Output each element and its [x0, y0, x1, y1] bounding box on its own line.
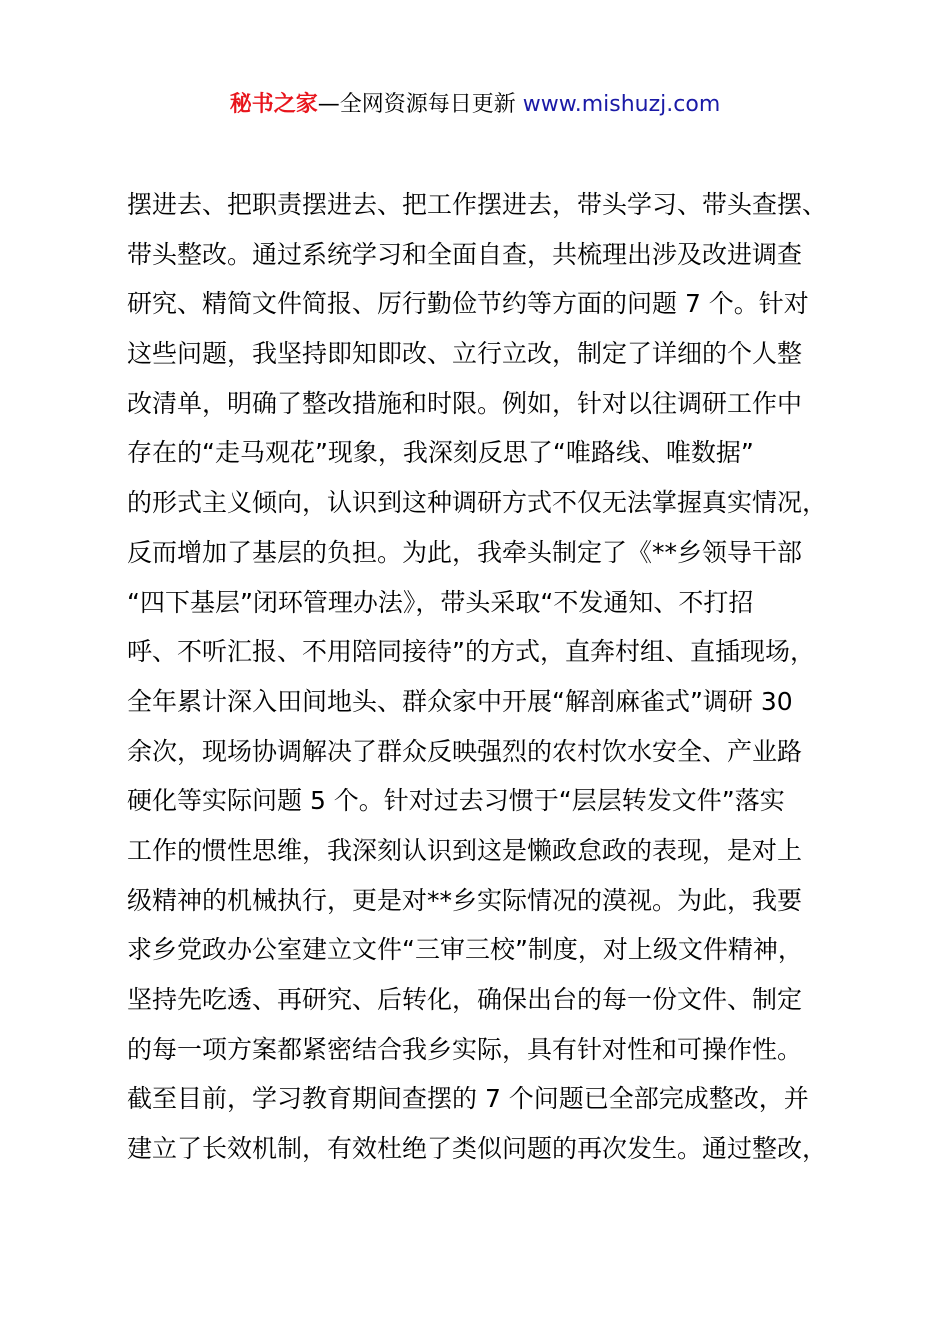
text-line: 存在的“走马观花”现象，我深刻反思了“唯路线、唯数据”	[127, 438, 754, 468]
text-line: “四下基层”闭环管理办法》，带头采取“不发通知、不打招	[127, 587, 754, 617]
text-line: 余次，现场协调解决了群众反映强烈的农村饮水安全、产业路	[127, 736, 803, 766]
text-line: 工作的惯性思维，我深刻认识到这是懒政怠政的表现，是对上	[127, 835, 803, 865]
header-tagline: —全网资源每日更新	[317, 92, 523, 117]
text-line: 坚持先吃透、再研究、后转化，确保出台的每一份文件、制定	[127, 985, 803, 1014]
text-line: 级精神的机械执行，更是对**乡实际情况的漠视。为此，我要	[127, 885, 803, 915]
text-line: 改清单，明确了整改措施和时限。例如，针对以往调研工作中	[127, 388, 803, 418]
text-line: 呼、不听汇报、不用陪同接待”的方式，直奔村组、直插现场，	[127, 637, 815, 667]
text-line: 全年累计深入田间地头、群众家中开展“解剖麻雀式”调研 30	[127, 686, 793, 716]
text-line: 截至目前，学习教育期间查摆的 7 个问题已全部完成整改，并	[127, 1084, 809, 1114]
website-link[interactable]: www.mishuzj.com	[522, 92, 721, 117]
text-line: 建立了长效机制，有效杜绝了类似问题的再次发生。通过整改，	[127, 1134, 828, 1164]
text-line: 的每一项方案都紧密结合我乡实际，具有针对性和可操作性。	[127, 1034, 803, 1064]
page-header	[0, 88, 950, 122]
text-line: 求乡党政办公室建立文件“三审三校”制度，对上级文件精神，	[127, 935, 803, 965]
text-line: 带头整改。通过系统学习和全面自查，共梳理出涉及改进调查	[127, 239, 803, 269]
text-line: 这些问题，我坚持即知即改、立行立改，制定了详细的个人整	[127, 339, 803, 369]
brand-name: 秘书之家	[229, 92, 318, 117]
text-line: 摆进去、把职责摆进去、把工作摆进去，带头学习、带头查摆、	[127, 190, 828, 219]
text-line: 反而增加了基层的负担。为此，我牵头制定了《**乡领导干部	[127, 537, 803, 567]
document-body	[127, 180, 857, 1174]
text-line: 研究、精简文件简报、厉行勤俭节约等方面的问题 7 个。针对	[127, 289, 809, 319]
text-line: 硬化等实际问题 5 个。针对过去习惯于“层层转发文件”落实	[127, 786, 785, 816]
text-line: 的形式主义倾向，认识到这种调研方式不仅无法掌握真实情况，	[127, 488, 828, 518]
